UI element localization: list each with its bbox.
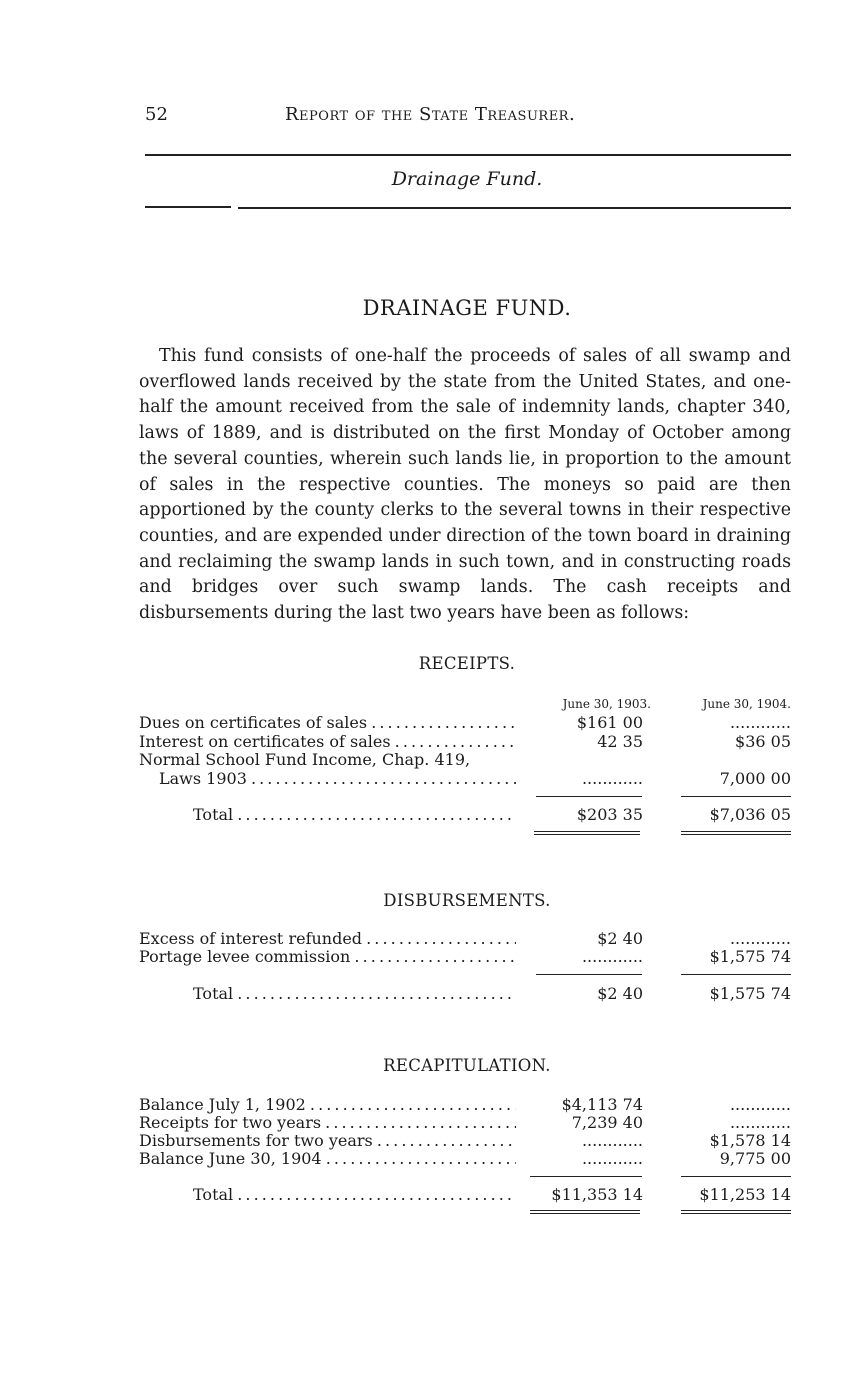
total-double-rule-1903 [530, 1210, 640, 1214]
column-header-1904: June 30, 1904. [702, 697, 791, 711]
page-number: 52 [145, 104, 168, 125]
row-value-1903: $161 00 [576, 713, 643, 732]
running-head: Report of the State Treasurer. [285, 104, 576, 125]
row-value-1904: ............ [729, 929, 791, 948]
row-label: Laws 1903 . . . [159, 770, 516, 788]
row-value-1903: $2 40 [597, 984, 643, 1003]
row-value-1904: $36 05 [735, 732, 791, 751]
row-value-1904: $1,578 14 [709, 1131, 791, 1150]
table-row [139, 733, 791, 751]
header-rule-bottom-right [238, 207, 791, 209]
total-double-rule-1903 [534, 831, 640, 835]
row-value-1904: $1,575 74 [709, 947, 791, 966]
subtotal-rule-1904 [681, 796, 791, 797]
intro-paragraph: This fund consists of one-half the proceeds of sales of all swamp and overflowed lands received by the state from the United States, and one-half the amount received from the sale of indemnity lands, chapter 340, laws of 1889, and is distributed on the first Monday of October among the several counties, wherein such lands lie, in proportion to the amount of sales in the respective counties. The moneys so paid are then apportioned by the county clerks to the several towns in their respective counties, and are expended under direction of the town board in draining and reclaiming the swamp lands in such town, and in constructing roads and bridges over such swamp lands. The cash receipts and disbursements during the last two years have been as follows: [139, 346, 791, 624]
header-rule-top [145, 154, 791, 156]
subtotal-rule-1903 [536, 796, 642, 797]
table-row [139, 751, 791, 769]
row-value-1904: $11,253 14 [699, 1185, 791, 1204]
row-label: Normal School Fund Income, Chap. 419, [139, 751, 471, 769]
total-row [139, 1186, 791, 1204]
row-label: Balance June 30, 1904 . . . [139, 1150, 516, 1168]
table-row [139, 770, 791, 788]
header-rule-bottom-left [145, 206, 231, 208]
row-value-1903: ............ [581, 1149, 643, 1168]
row-label: Receipts for two years . . . [139, 1114, 516, 1132]
row-value-1903: ............ [581, 947, 643, 966]
row-value-1904: $7,036 05 [709, 805, 791, 824]
row-value-1904: 9,775 00 [719, 1149, 791, 1168]
row-label: Balance July 1, 1902 . . . [139, 1096, 516, 1114]
subtotal-rule-1903 [536, 974, 642, 975]
row-value-1903: $203 35 [576, 805, 643, 824]
row-value-1904: $1,575 74 [709, 984, 791, 1003]
table-row [139, 930, 791, 948]
row-label: Excess of interest refunded . . . [139, 930, 516, 948]
section-label: Drainage Fund. [391, 168, 543, 190]
row-value-1904: 7,000 00 [719, 769, 791, 788]
row-value-1904: ............ [729, 1095, 791, 1114]
page-title: DRAINAGE FUND. [362, 296, 572, 320]
row-label: Total . . . [193, 806, 516, 824]
total-double-rule-1904 [681, 831, 791, 835]
row-value-1903: $11,353 14 [551, 1185, 643, 1204]
table-row [139, 1114, 791, 1132]
total-row [139, 806, 791, 824]
disbursements-heading: DISBURSEMENTS. [383, 891, 551, 910]
row-value-1903: $4,113 74 [561, 1095, 643, 1114]
table-row [139, 1132, 791, 1150]
table-row [139, 1150, 791, 1168]
row-value-1903: 42 35 [597, 732, 643, 751]
row-label: Interest on certificates of sales . . . [139, 733, 516, 751]
table-row [139, 1096, 791, 1114]
row-value-1903: 7,239 40 [571, 1113, 643, 1132]
row-value-1903: $2 40 [597, 929, 643, 948]
subtotal-rule-1904 [681, 1176, 791, 1177]
subtotal-rule-1904 [681, 974, 791, 975]
total-row [139, 985, 791, 1003]
row-value-1903: ............ [581, 769, 643, 788]
row-label: Disbursements for two years . . . [139, 1132, 516, 1150]
row-label: Portage levee commission . . . [139, 948, 516, 966]
row-label: Dues on certificates of sales . . . [139, 714, 516, 732]
row-label: Total . . . [193, 985, 516, 1003]
table-row [139, 714, 791, 732]
row-value-1903: ............ [581, 1131, 643, 1150]
subtotal-rule-1903 [530, 1176, 642, 1177]
table-row [139, 948, 791, 966]
recapitulation-heading: RECAPITULATION. [383, 1056, 551, 1075]
row-value-1904: ............ [729, 1113, 791, 1132]
column-header-1903: June 30, 1903. [562, 697, 651, 711]
total-double-rule-1904 [681, 1210, 791, 1214]
row-value-1904: ............ [729, 713, 791, 732]
receipts-heading: RECEIPTS. [418, 654, 516, 673]
row-label: Total . . . [193, 1186, 516, 1204]
